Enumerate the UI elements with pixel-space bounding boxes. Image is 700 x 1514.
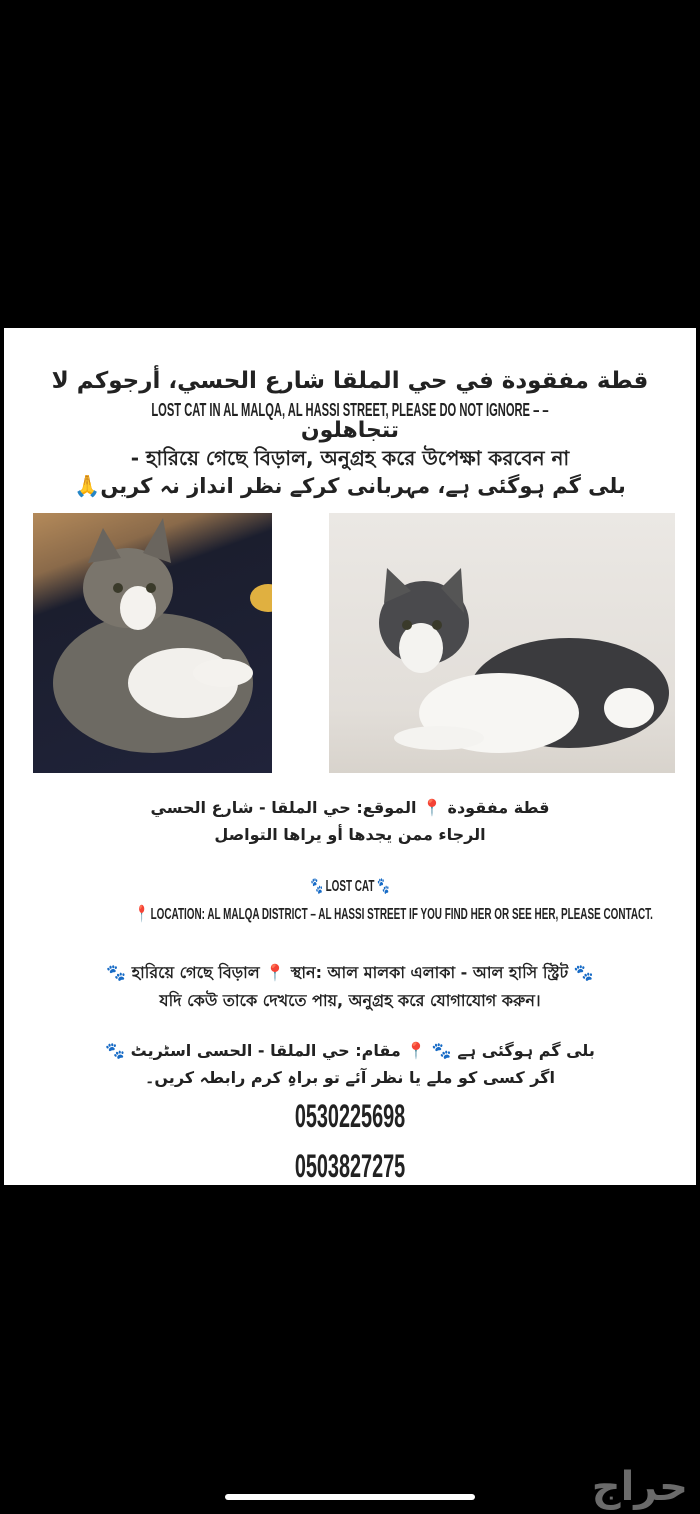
phone-number-1[interactable]: 0530225698 [294,1098,406,1134]
cat-photo-sitting [329,513,675,773]
title-arabic-line1: قطة مفقودة في حي الملقا شارع الحسي، أرجوكم لا [51,368,649,394]
arabic-contact-line: الرجاء ممن يجدها أو يراها التواصل [214,825,486,844]
english-lost-cat-heading: 🐾 LOST CAT 🐾 [310,878,390,895]
lost-cat-poster [4,328,696,1185]
phone-number-2[interactable]: 0503827275 [294,1148,406,1184]
bengali-contact-line: যদি কেউ তাকে দেখতে পায়, অনুগ্রহ করে যোগাযোগ করুন। [159,991,541,1010]
urdu-location-line: بلی گم ہوگئی ہے 🐾 📍 مقام: حي الملقا - الحسی اسٹریٹ 🐾 [105,1041,595,1060]
title-arabic-line2: تتجاهلون [300,418,400,443]
title-english: LOST CAT IN AL MALQA, AL HASSI STREET, PLEASE DO NOT IGNORE – – [151,400,549,420]
title-bengali: - হারিয়ে গেছে বিড়াল, অনুগ্রহ করে উপেক্ষা করবেন না [130,446,570,470]
cat-illustration-right [329,513,675,773]
cat-photo-lying [33,513,272,773]
cat-illustration-left [33,513,272,773]
haraj-watermark-logo: حراج [591,1464,688,1510]
arabic-location-line: قطة مفقودة 📍 الموقع: حي الملقا - شارع الحسي [150,798,550,817]
bengali-location-line: 🐾 হারিয়ে গেছে বিড়াল 📍 স্থান: আল মালকা এলাকা - আল হাসি স্ট্রিট 🐾 [106,963,594,982]
urdu-contact-line: اگر کسی کو ملے یا نظر آئے تو براہِ کرم رابطہ کریں۔ [145,1068,555,1087]
title-urdu: بلی گم ہوگئی ہے، مہربانی کرکے نظر انداز نہ کریں🙏 [74,474,626,498]
english-location-line: 📍 LOCATION: AL MALQA DISTRICT – AL HASSI STREET IF YOU FIND HER OR SEE HER, PLEASE CONTACT. [135,906,653,923]
home-indicator[interactable] [225,1494,475,1500]
